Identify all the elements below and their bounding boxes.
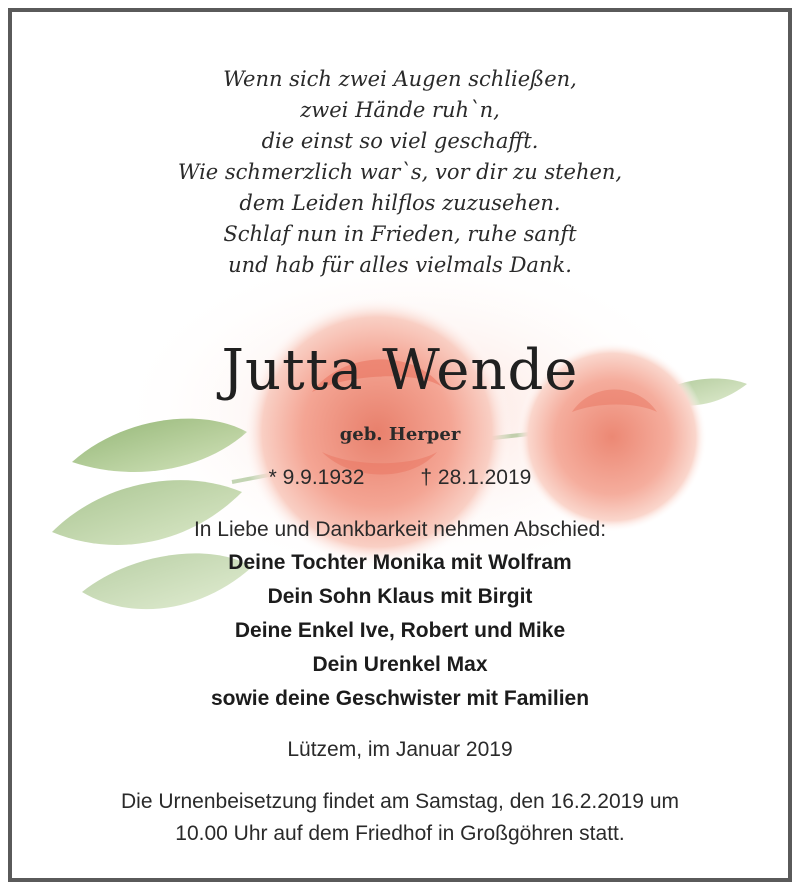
place-date: Lützem, im Januar 2019 — [287, 738, 513, 761]
death-date: † 28.1.2019 — [420, 466, 532, 489]
birth-date: * 9.9.1932 — [268, 466, 365, 489]
notice-frame — [8, 8, 792, 882]
burial-line: 10.00 Uhr auf dem Friedhof in Großgöhren statt. — [175, 822, 625, 845]
poem-line: und hab für alles vielmals Dank. — [228, 253, 572, 277]
poem-line: die einst so viel geschafft. — [261, 129, 539, 153]
poem-line: Schlaf nun in Frieden, ruhe sanft — [223, 222, 577, 246]
family-member: sowie deine Geschwister mit Familien — [210, 687, 590, 710]
poem-line: Wie schmerzlich war`s, vor dir zu stehen, — [177, 160, 623, 184]
family-member: Dein Urenkel Max — [312, 653, 488, 676]
family-member: Dein Sohn Klaus mit Birgit — [267, 585, 533, 608]
farewell-intro: In Liebe und Dankbarkeit nehmen Abschied: — [193, 518, 607, 541]
burial-line: Die Urnenbeisetzung findet am Samstag, den 16.2.2019 um — [120, 790, 679, 813]
poem-line: dem Leiden hilflos zuzusehen. — [239, 191, 561, 215]
poem-line: zwei Hände ruh`n, — [300, 98, 500, 122]
family-member: Deine Tochter Monika mit Wolfram — [228, 551, 572, 574]
burial-notice — [12, 786, 788, 850]
deceased-name: Jutta Wende — [221, 338, 579, 403]
poem-line: Wenn sich zwei Augen schließen, — [223, 67, 577, 91]
family-list — [12, 546, 788, 716]
poem — [12, 64, 788, 281]
family-member: Deine Enkel Ive, Robert und Mike — [234, 619, 566, 642]
notice-content — [12, 12, 788, 878]
life-dates — [12, 464, 788, 492]
maiden-name: geb. Herper — [339, 424, 461, 445]
